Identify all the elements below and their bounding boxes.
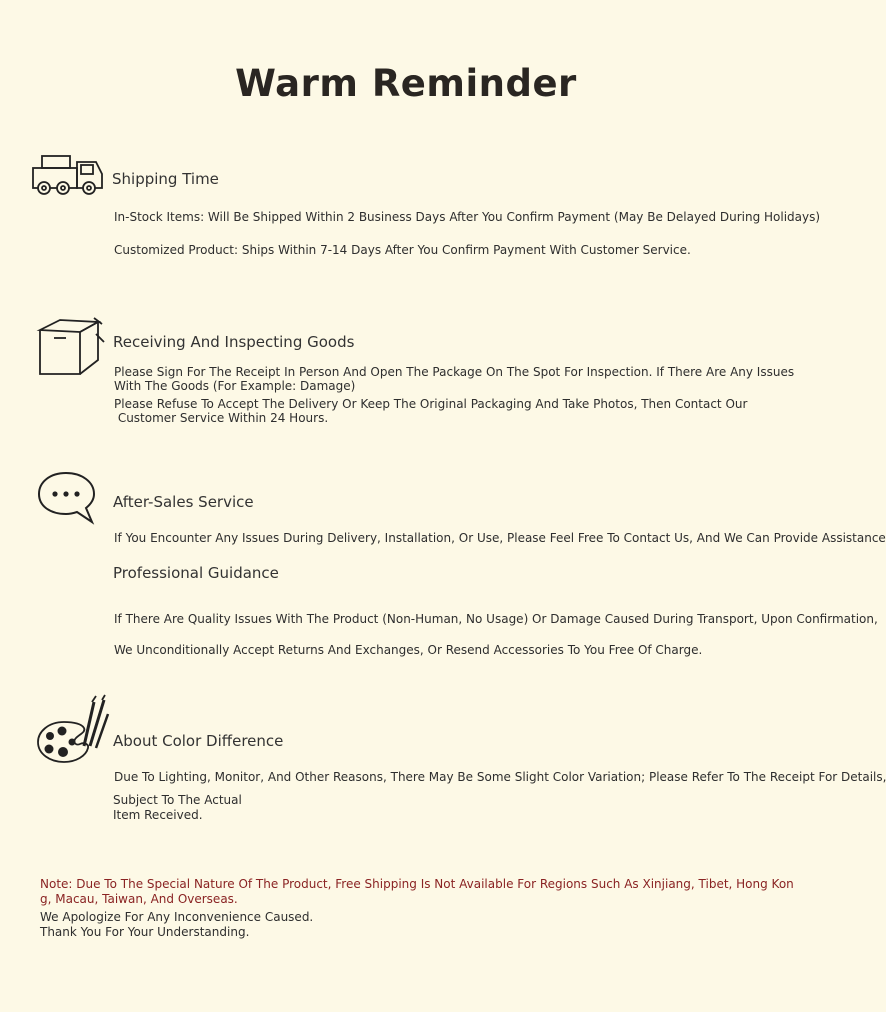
after-sales-line-2: If There Are Quality Issues With The Product (Non-Human, No Usage) Or Damage Caused During Transport, Upon Confirmation, (114, 612, 878, 626)
shipping-heading: Shipping Time (112, 170, 219, 188)
color-line-2a: Subject To The Actual (113, 793, 242, 807)
shipping-line-instock: In-Stock Items: Will Be Shipped Within 2 Business Days After You Confirm Payment (May Be Delayed During Holidays) (114, 210, 821, 224)
note-apology: We Apologize For Any Inconvenience Caused. (40, 910, 314, 924)
professional-guidance-heading: Professional Guidance (113, 564, 279, 582)
paint-palette-icon (34, 694, 112, 766)
shipping-line-customized: Customized Product: Ships Within 7-14 Days After You Confirm Payment With Customer Service. (114, 243, 691, 257)
page-title: Warm Reminder (235, 62, 577, 105)
truck-icon (30, 152, 106, 198)
receiving-line-2b: Customer Service Within 24 Hours. (114, 411, 329, 425)
after-sales-heading: After-Sales Service (113, 493, 254, 511)
note-red-line-b: g, Macau, Taiwan, And Overseas. (40, 892, 238, 906)
after-sales-line-1: If You Encounter Any Issues During Delivery, Installation, Or Use, Please Feel Free To Contact Us, And We Can Provide Assistance (114, 531, 886, 545)
receiving-line-1b: With The Goods (For Example: Damage) (114, 379, 356, 393)
color-heading: About Color Difference (113, 732, 284, 750)
receiving-heading: Receiving And Inspecting Goods (113, 333, 355, 351)
note-red-line-a: Note: Due To The Special Nature Of The Product, Free Shipping Is Not Available For Regions Such As Xinjiang, Tibet, Hong Kon (40, 877, 794, 891)
note-thanks: Thank You For Your Understanding. (40, 925, 250, 939)
after-sales-line-3: We Unconditionally Accept Returns And Exchanges, Or Resend Accessories To You Free Of Charge. (114, 643, 703, 657)
color-line-2b: Item Received. (113, 808, 203, 822)
receiving-line-2a: Please Refuse To Accept The Delivery Or Keep The Original Packaging And Take Photos, Then Contact Our (114, 397, 748, 411)
color-line-1: Due To Lighting, Monitor, And Other Reasons, There May Be Some Slight Color Variation; Please Refer To The Receipt For Details, (114, 770, 886, 784)
package-icon (36, 316, 106, 380)
speech-bubble-icon (36, 470, 98, 526)
receiving-line-1a: Please Sign For The Receipt In Person And Open The Package On The Spot For Inspection. If There Are Any Issues (114, 365, 795, 379)
